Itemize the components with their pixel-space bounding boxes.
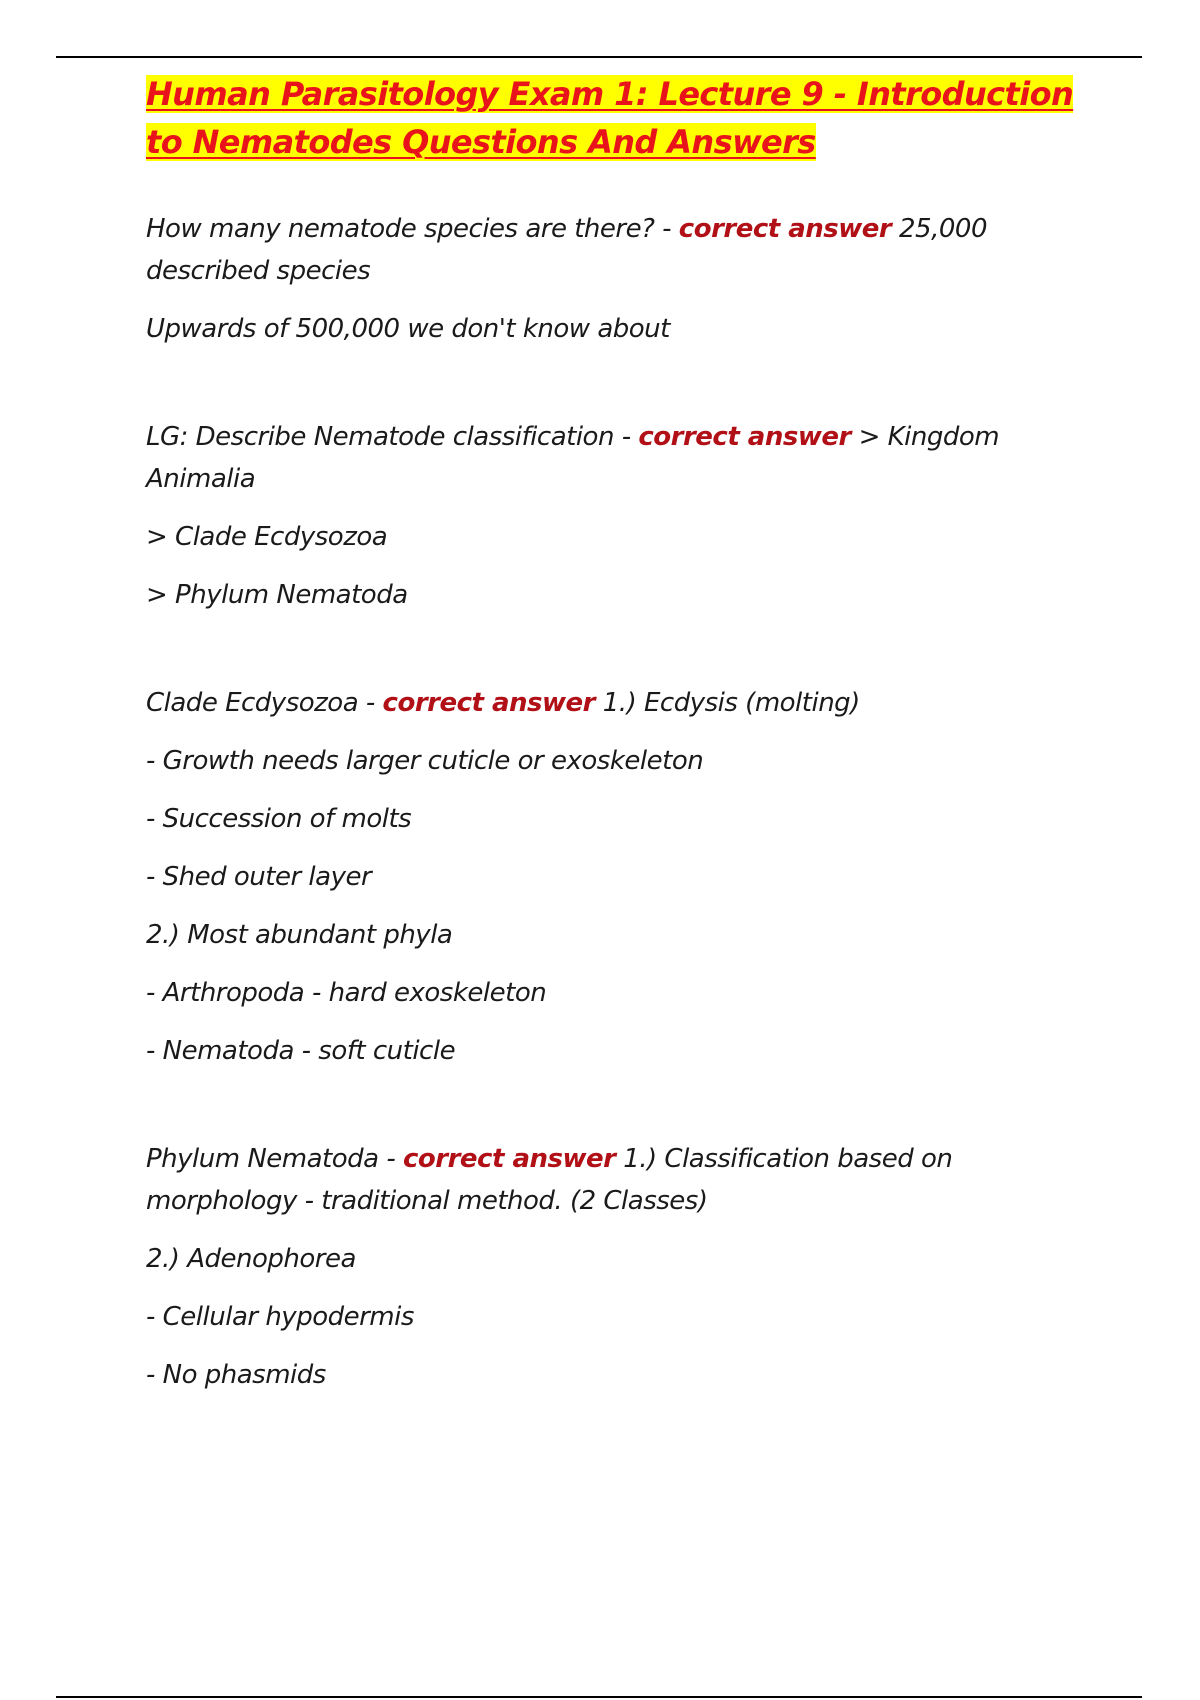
answer-line: - Shed outer layer	[146, 862, 372, 892]
answer-line: Upwards of 500,000 we don't know about	[146, 314, 670, 344]
qa-question-line	[146, 1138, 1106, 1222]
answer-line: - Nematoda - soft cuticle	[146, 1036, 456, 1066]
answer-text: 1.) Ecdysis (molting)	[595, 688, 860, 718]
answer-label: correct answer	[382, 688, 595, 718]
answer-label: correct answer	[403, 1144, 616, 1174]
answer-line: - No phasmids	[146, 1360, 326, 1390]
question-text: Phylum Nematoda -	[146, 1144, 403, 1174]
qa-question-line	[146, 416, 1106, 500]
answer-text: > Kingdom Animalia	[146, 422, 1000, 494]
qa-card	[146, 1138, 1106, 1396]
question-text: LG: Describe Nematode classification -	[146, 422, 639, 452]
answer-line: > Phylum Nematoda	[146, 580, 408, 610]
answer-text: 1.) Classification based on morphology - traditional method. (2 Classes)	[146, 1144, 953, 1216]
question-text: Clade Ecdysozoa -	[146, 688, 383, 718]
page-top-rule	[56, 56, 1142, 58]
document-title	[146, 70, 1106, 166]
page-bottom-rule	[56, 1696, 1142, 1698]
answer-label: correct answer	[638, 422, 851, 452]
answer-line: - Succession of molts	[146, 804, 412, 834]
answer-line: - Arthropoda - hard exoskeleton	[146, 978, 547, 1008]
qa-card	[146, 682, 1106, 1072]
document-body	[146, 70, 1106, 1412]
qa-card	[146, 416, 1106, 616]
answer-text: 25,000 described species	[146, 214, 987, 286]
document-title-text: Human Parasitology Exam 1: Lecture 9 - Introduction to Nematodes Questions And Answers	[146, 75, 1074, 161]
answer-line: - Growth needs larger cuticle or exoskeleton	[146, 746, 704, 776]
answer-line: - Cellular hypodermis	[146, 1302, 414, 1332]
question-text: How many nematode species are there? -	[146, 214, 679, 244]
qa-question-line	[146, 682, 1106, 724]
qa-card	[146, 208, 1106, 350]
answer-line: 2.) Most abundant phyla	[146, 920, 453, 950]
answer-line: > Clade Ecdysozoa	[146, 522, 388, 552]
answer-line: 2.) Adenophorea	[146, 1244, 356, 1274]
qa-question-line	[146, 208, 1106, 292]
answer-label: correct answer	[678, 214, 892, 244]
